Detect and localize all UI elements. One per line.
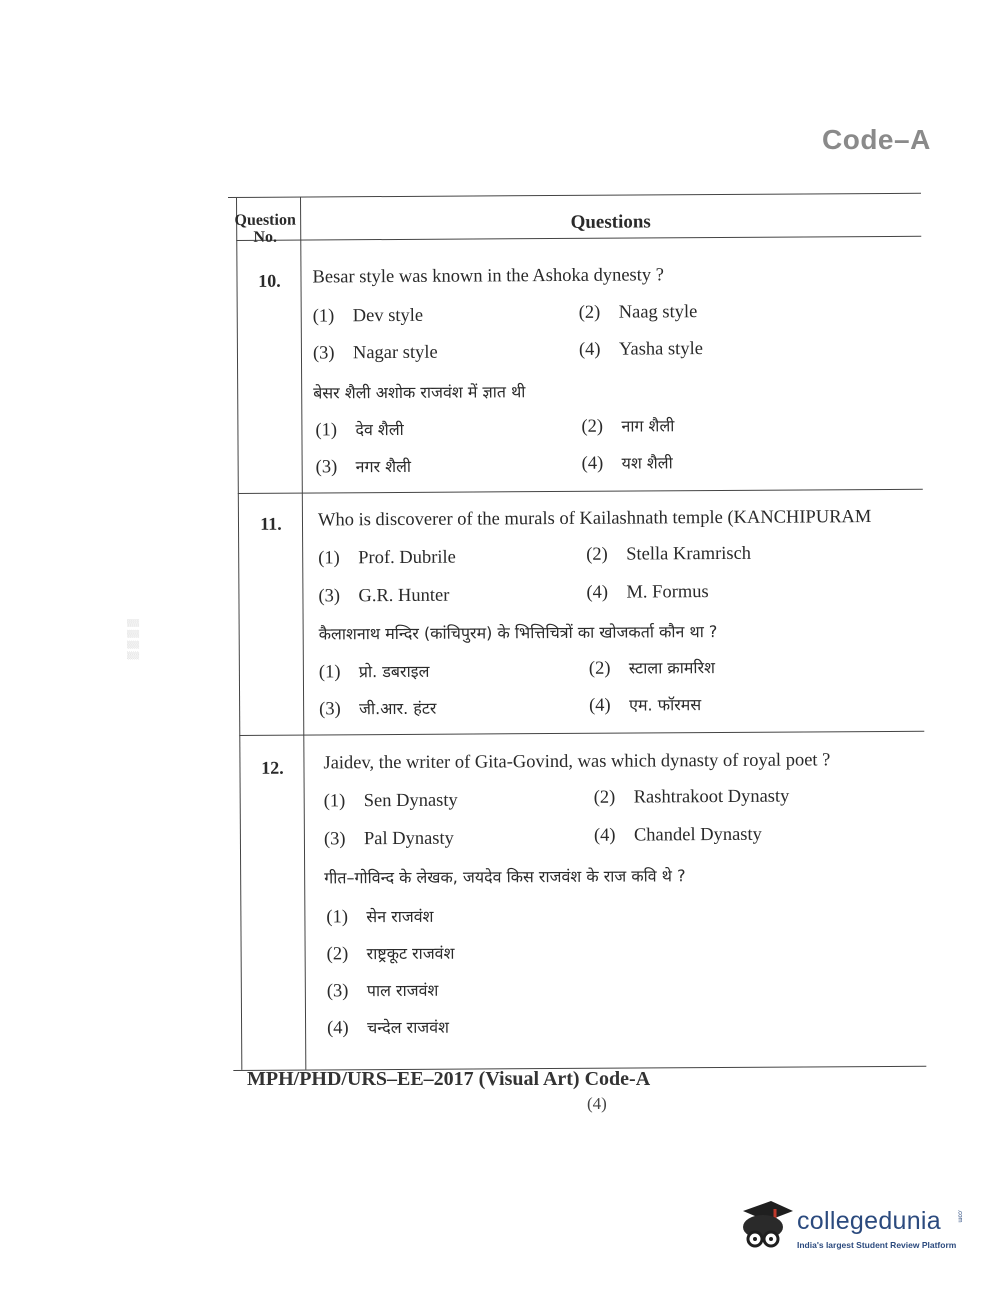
row-divider: [238, 489, 923, 494]
page-number: (4): [587, 1094, 607, 1113]
option-1-hindi: (1) प्रो. डबराइल: [318, 661, 430, 683]
option-2-english: (2) Stella Kramrisch: [586, 543, 752, 565]
option-3-english: (3) G.R. Hunter: [318, 585, 450, 607]
option-1-english: (1) Prof. Dubrile: [318, 547, 456, 569]
question-text-hindi: कैलाशनाथ मन्दिर (कांचिपुरम) के भित्तिचित्रों का खोजकर्ता कौन था ?: [318, 622, 718, 644]
question-text-hindi: गीत–गोविन्द के लेखक, जयदेव किस राजवंश के राज कवि थे ?: [324, 866, 686, 888]
question-number: 10.: [258, 270, 281, 291]
option-2-hindi: (2) नाग शैली: [581, 416, 675, 437]
column-header-questions: Questions: [570, 211, 651, 233]
option-3-english: (3) Pal Dynasty: [323, 828, 454, 850]
collegedunia-logo: [735, 1195, 965, 1265]
option-3-hindi: (3) जी.आर. हंटर: [319, 698, 437, 720]
option-2-english: (2) Rashtrakoot Dynasty: [593, 786, 790, 808]
option-4-english: (4) Yasha style: [578, 339, 703, 360]
option-4-english: (4) Chandel Dynasty: [593, 824, 762, 846]
student-mascot-icon: [735, 1197, 797, 1259]
option-3-hindi: (3) पाल राजवंश: [326, 980, 439, 1002]
watermark-stamp: ▒ ▒ ▒ ▒: [127, 619, 139, 660]
table-column-divider: [300, 198, 306, 1070]
option-4-hindi: (4) चन्देल राजवंश: [327, 1017, 450, 1039]
paper-code-header: Code–A: [822, 124, 931, 155]
question-text-english: Jaidev, the writer of Gita-Govind, was which dynasty of royal poet ?: [323, 750, 831, 774]
option-1-hindi: (1) सेन राजवंश: [326, 906, 434, 928]
logo-wordmark: collegedunia: [797, 1207, 941, 1235]
footer-paper-code: MPH/PHD/URS–EE–2017 (Visual Art) Code-A: [247, 1068, 651, 1090]
option-1-hindi: (1) देव शैली: [315, 419, 404, 441]
option-4-english: (4) M. Formus: [586, 582, 709, 603]
table-left-border: [236, 198, 242, 1070]
row-divider: [239, 731, 924, 736]
question-table: [228, 193, 926, 1071]
option-2-english: (2) Naag style: [578, 302, 698, 323]
header-divider: [236, 236, 921, 241]
logo-tagline: India's largest Student Review Platform: [797, 1240, 957, 1250]
question-text-english: Who is discoverer of the murals of Kailashnath temple (KANCHIPURAM: [317, 507, 872, 531]
option-2-hindi: (2) राष्ट्रकूट राजवंश: [326, 943, 455, 965]
logo-domain-suffix: .com: [956, 1209, 963, 1223]
question-text-hindi: बेसर शैली अशोक राजवंश में ज्ञात थी: [313, 382, 526, 403]
option-3-hindi: (3) नगर शैली: [315, 456, 412, 478]
question-text-english: Besar style was known in the Ashoka dynesty ?: [312, 265, 665, 288]
question-number: 12.: [261, 757, 284, 778]
option-4-hindi: (4) एम. फॉरमस: [589, 695, 702, 716]
option-2-hindi: (2) स्टाला क्रामरिश: [588, 658, 716, 679]
option-1-english: (1) Sen Dynasty: [323, 790, 458, 812]
question-number: 11.: [260, 513, 282, 534]
option-1-english: (1) Dev style: [312, 305, 424, 327]
option-3-english: (3) Nagar style: [312, 342, 438, 364]
column-header-question-no: Question No.: [234, 211, 296, 246]
option-4-hindi: (4) यश शैली: [581, 453, 673, 474]
